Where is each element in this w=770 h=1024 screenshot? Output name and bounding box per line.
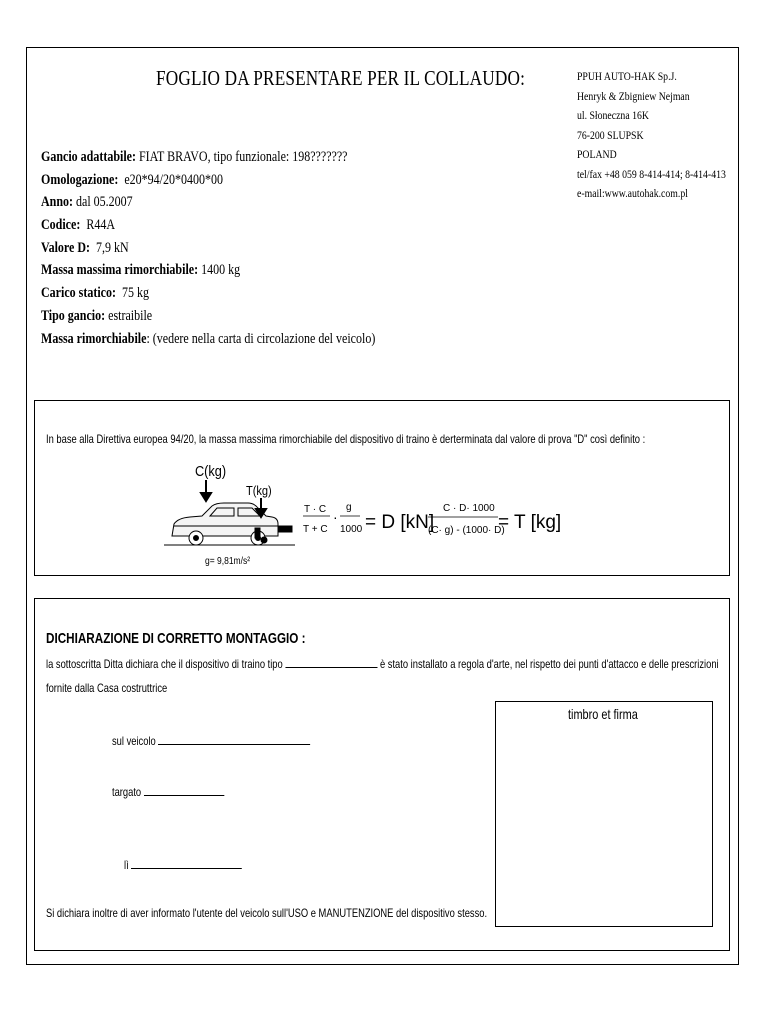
vehicle-field-row xyxy=(112,733,310,748)
spec-label: Valore D: xyxy=(41,239,90,256)
place-label: lì xyxy=(124,858,129,872)
company-line: e-mail:www.autohak.com.pl xyxy=(577,188,688,200)
declaration-text-line2: fornite dalla Casa costruttrice xyxy=(46,681,168,695)
spec-row-carico-statico xyxy=(41,282,375,305)
plate-field[interactable] xyxy=(144,784,224,796)
car-icon xyxy=(164,503,295,545)
towing-formula-diagram xyxy=(160,460,580,570)
declaration-final-text: Si dichiara inoltre di aver informato l'utente del veicolo sull'USO e MANUTENZIONE del dispositivo stesso. xyxy=(46,906,488,920)
spec-value: R44A xyxy=(86,217,115,234)
spec-row-gancio xyxy=(41,146,375,169)
company-line: Henryk & Zbigniew Nejman xyxy=(577,90,690,103)
declaration-text-before: la sottoscritta Ditta dichiara che il dispositivo di traino tipo xyxy=(46,657,283,671)
spec-value: FIAT BRAVO, tipo funzionale: 198??????? xyxy=(139,149,348,165)
label-c-kg: C(kg) xyxy=(195,461,227,480)
spec-label: Massa rimorchiabile xyxy=(41,330,147,347)
formula-frac2-den: 1000 xyxy=(340,524,363,535)
plate-label: targato xyxy=(112,785,142,799)
stamp-label: timbro et firma xyxy=(568,706,638,722)
company-info xyxy=(577,68,726,205)
spec-label: Omologazione: xyxy=(41,171,119,188)
stamp-signature-box[interactable] xyxy=(495,701,713,927)
declaration-title: DICHIARAZIONE DI CORRETTO MONTAGGIO : xyxy=(46,630,306,647)
formula-dot: · xyxy=(333,509,338,525)
company-line: POLAND xyxy=(577,149,617,161)
spec-value: 75 kg xyxy=(121,285,149,302)
spec-row-codice xyxy=(41,214,375,237)
spec-value: : (vedere nella carta di circolazione del veicolo) xyxy=(146,330,376,347)
spec-label: Tipo gancio: xyxy=(41,307,106,324)
spec-label: Gancio adattabile: xyxy=(41,149,136,165)
company-line: 76-200 SLUPSK xyxy=(577,129,644,142)
declaration-text-after: è stato installato a regola d'arte, nel rispetto dei punti d'attacco e delle prescrizioni xyxy=(379,657,719,671)
formula xyxy=(303,502,561,536)
load-arrow-c xyxy=(201,480,211,501)
spec-label: Anno: xyxy=(41,194,74,211)
formula-frac3-den: (C· g) - (1000· D) xyxy=(428,525,505,536)
spec-row-omologazione xyxy=(41,169,375,192)
place-field[interactable] xyxy=(131,857,242,869)
spec-label: Carico statico: xyxy=(41,285,116,302)
spec-label: Codice: xyxy=(41,217,81,234)
vehicle-field[interactable] xyxy=(158,733,310,745)
spec-value: 1400 kg xyxy=(201,262,241,279)
formula-frac1-den: T + C xyxy=(303,524,328,535)
plate-field-row xyxy=(112,784,224,799)
spec-value: dal 05.2007 xyxy=(76,194,133,211)
company-line: ul. Słoneczna 16K xyxy=(577,110,649,122)
formula-result-t: = T [kg] xyxy=(498,512,562,533)
spec-row-tipo-gancio xyxy=(41,305,375,328)
formula-frac2-num: g xyxy=(346,502,352,513)
device-type-field[interactable] xyxy=(285,656,377,668)
specs-list xyxy=(41,146,375,350)
company-line: PPUH AUTO-HAK Sp.J. xyxy=(577,71,677,83)
spec-row-massa-rimorchiabile xyxy=(41,328,375,351)
label-gravity: g= 9,81m/s² xyxy=(205,555,251,567)
formula-frac3-num: C · D· 1000 xyxy=(443,503,495,514)
declaration-text xyxy=(46,656,719,671)
document-title: FOGLIO DA PRESENTARE PER IL COLLAUDO: xyxy=(156,66,526,90)
spec-row-massa-massima xyxy=(41,259,375,282)
spec-value: estraibile xyxy=(108,307,153,324)
label-t-kg: T(kg) xyxy=(246,483,272,499)
formula-intro: In base alla Direttiva europea 94/20, la massa massima rimorchiabile del dispositivo di traino è derterminata dal valore di prova "D" così definito : xyxy=(46,432,646,446)
spec-value: 7,9 kN xyxy=(96,239,129,256)
formula-frac1-num: T · C xyxy=(304,504,327,515)
place-field-row xyxy=(124,857,242,872)
vehicle-label: sul veicolo xyxy=(112,734,156,748)
formula-result-d: = D [kN] xyxy=(365,512,435,533)
spec-label: Massa massima rimorchiabile: xyxy=(41,262,199,279)
spec-row-anno xyxy=(41,191,375,214)
company-line: tel/fax +48 059 8-414-414; 8-414-413 xyxy=(577,168,726,181)
spec-row-valore-d xyxy=(41,237,375,260)
spec-value: e20*94/20*0400*00 xyxy=(124,171,223,188)
